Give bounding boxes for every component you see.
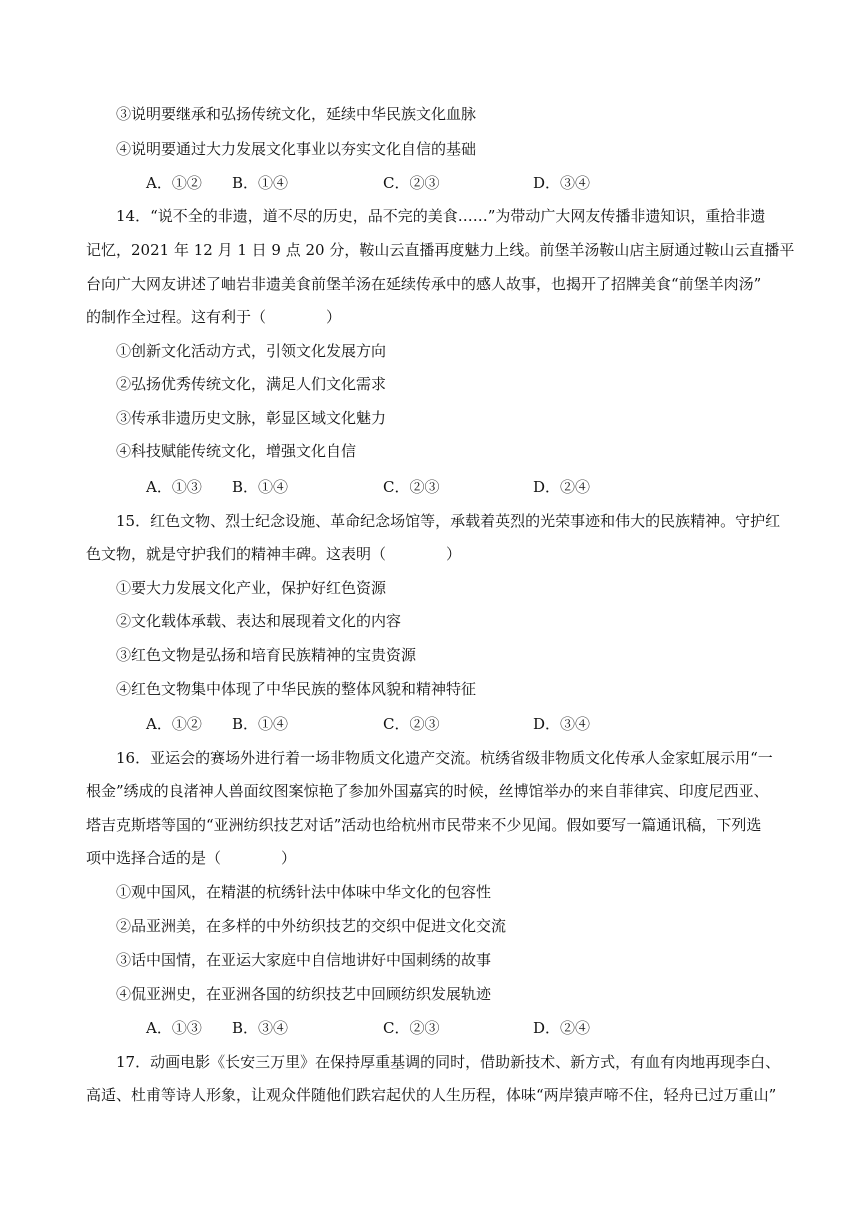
q15-option-1: ①要大力发展文化产业，保护好红色资源	[116, 579, 387, 597]
q15-choice-a: A．①②	[146, 715, 202, 733]
q15-choice-d: D．③④	[533, 715, 591, 733]
q15-option-3: ③红色文物是弘扬和培育民族精神的宝贵资源	[116, 646, 417, 664]
q14-choice-c: C．②③	[383, 478, 440, 496]
q15-option-2: ②文化载体承载、表达和展现着文化的内容	[116, 612, 402, 630]
q15-choice-c: C．②③	[383, 715, 440, 733]
q17-stem-line-1: 17．动画电影《长安三万里》在保持厚重基调的同时，借助新技术、新方式，有血有肉地再现李白、	[116, 1053, 781, 1071]
q14-option-4: ④科技赋能传统文化，增强文化自信	[116, 442, 357, 460]
q14-choice-b: B．①④	[232, 478, 289, 496]
q16-stem-line-4: 项中选择合适的是（ ）	[86, 849, 297, 867]
q14-option-1: ①创新文化活动方式，引领文化发展方向	[116, 342, 387, 360]
q13-choice-b: B．①④	[232, 174, 289, 192]
q13-choice-d: D．③④	[533, 174, 591, 192]
q14-stem-line-2: 记忆，2021 年 12 月 1 日 9 点 20 分，鞍山云直播再度魅力上线。前堡羊汤鞍山店主厨通过鞍山云直播平	[86, 241, 795, 259]
q17-stem-line-2: 高适、杜甫等诗人形象，让观众伴随他们跌宕起伏的人生历程，体味“两岸猿声啼不住，轻舟已过万重山”	[86, 1086, 777, 1104]
q16-stem-line-1: 16．亚运会的赛场外进行着一场非物质文化遗产交流。杭绣省级非物质文化传承人金家虹展示用“一	[116, 749, 773, 767]
q16-option-3: ③话中国情，在亚运大家庭中自信地讲好中国刺绣的故事	[116, 951, 492, 969]
q16-option-4: ④侃亚洲史，在亚洲各国的纺织技艺中回顾纺织发展轨迹	[116, 985, 492, 1003]
q16-choice-b: B．③④	[232, 1019, 289, 1037]
q13-choice-a: A．①②	[146, 174, 202, 192]
q16-choice-c: C．②③	[383, 1019, 440, 1037]
q15-option-4: ④红色文物集中体现了中华民族的整体风貌和精神特征	[116, 680, 477, 698]
q16-stem-line-2: 根金”绣成的良渚神人兽面纹图案惊艳了参加外国嘉宾的时候，丝博馆举办的来自菲律宾、印度尼西亚、	[86, 782, 769, 800]
q16-choice-a: A．①③	[146, 1019, 202, 1037]
q16-option-2: ②品亚洲美，在多样的中外纺织技艺的交织中促进文化交流	[116, 917, 507, 935]
q13-option-4: ④说明要通过大力发展文化事业以夯实文化自信的基础	[116, 140, 477, 158]
q14-option-3: ③传承非遗历史文脉，彰显区域文化魅力	[116, 409, 387, 427]
q16-choice-d: D．②④	[533, 1019, 591, 1037]
q14-stem-line-1: 14．“说不全的非遗，道不尽的历史，品不完的美食……”为带动广大网友传播非遗知识，重拾非遗	[116, 207, 766, 225]
q15-stem-line-1: 15．红色文物、烈士纪念设施、革命纪念场馆等，承载着英烈的光荣事迹和伟大的民族精神。守护红	[116, 512, 781, 530]
q15-stem-line-2: 色文物，就是守护我们的精神丰碑。这表明（ ）	[86, 545, 462, 563]
q14-option-2: ②弘扬优秀传统文化，满足人们文化需求	[116, 375, 387, 393]
q16-stem-line-3: 塔吉克斯塔等国的“亚洲纺织技艺对话”活动也给杭州市民带来不少见闻。假如要写一篇通讯稿，下列选	[86, 816, 762, 834]
q16-option-1: ①观中国风，在精湛的杭绣针法中体味中华文化的包容性	[116, 883, 492, 901]
q13-choice-c: C．②③	[383, 174, 440, 192]
q14-choice-d: D．②④	[533, 478, 591, 496]
q14-stem-line-3: 台向广大网友讲述了岫岩非遗美食前堡羊汤在延续传承中的感人故事，也揭开了招牌美食“前堡羊肉汤”	[86, 275, 762, 293]
q13-option-3: ③说明要继承和弘扬传统文化，延续中华民族文化血脉	[116, 105, 477, 123]
q14-choice-a: A．①③	[146, 478, 202, 496]
q14-stem-line-4: 的制作全过程。这有利于（ ）	[86, 308, 342, 326]
q15-choice-b: B．①④	[232, 715, 289, 733]
